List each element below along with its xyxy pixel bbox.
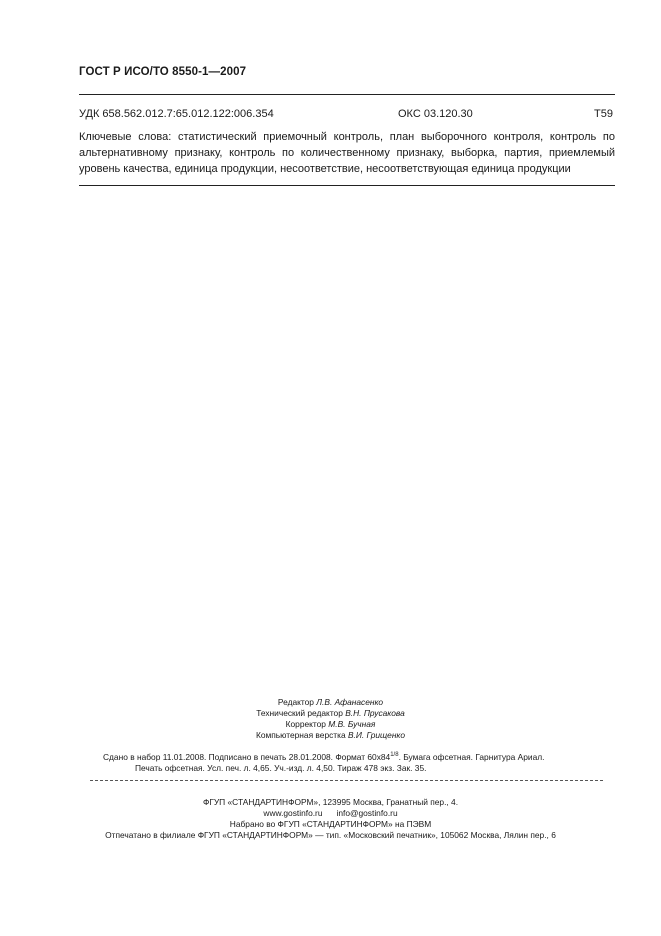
- corrector-name: М.В. Бучная: [328, 719, 376, 729]
- layout-name: В.И. Грищенко: [347, 730, 406, 740]
- imprint-dashed-rule: [90, 780, 603, 781]
- printed-line: Отпечатано в филиале ФГУП «СТАНДАРТИНФОРМ» — тип. «Московский печатник», 105062 Москва, Лялин пер., 6: [105, 830, 556, 840]
- credit-tech-editor: [0, 708, 661, 718]
- corrector-label: Корректор: [285, 719, 326, 729]
- udc-code: УДК 658.562.012.7:65.012.122:006.354: [79, 108, 274, 120]
- top-rule: [79, 94, 615, 95]
- keywords-paragraph: Ключевые слова: статистический приемочный контроль, план выборочного контроля, контроль по альтернативному признаку, контроль по количественному признаку, выборка, партия, приемлемый уровень качества, единица продукции, несоответствие, несоответствующая единица продукции: [79, 131, 615, 175]
- editor-label: Редактор: [277, 697, 314, 707]
- tech-editor-name: В.Н. Прусакова: [345, 708, 405, 718]
- format-fraction: 1/8: [390, 752, 399, 759]
- imprint-line-1: [103, 752, 544, 762]
- contacts-line: [0, 808, 661, 818]
- editor-name: Л.В. Афанасенко: [316, 697, 384, 707]
- imprint-line-2: Печать офсетная. Усл. печ. л. 4,65. Уч.-изд. л. 4,50. Тираж 478 экз. Зак. 35.: [135, 763, 427, 773]
- group-code: Т59: [594, 108, 613, 120]
- tech-editor-label: Технический редактор: [256, 708, 343, 718]
- layout-label: Компьютерная верстка: [255, 730, 346, 740]
- typeset-line: Набрано во ФГУП «СТАНДАРТИНФОРМ» на ПЭВМ: [229, 819, 432, 829]
- credit-editor: [0, 697, 661, 707]
- credit-corrector: [0, 719, 661, 729]
- document-code: ГОСТ Р ИСО/ТО 8550-1—2007: [79, 66, 247, 78]
- publisher-line: ФГУП «СТАНДАРТИНФОРМ», 123995 Москва, Гранатный пер., 4.: [202, 797, 459, 807]
- oks-code: ОКС 03.120.30: [398, 108, 473, 120]
- email-text: info@gostinfo.ru: [336, 808, 398, 818]
- credit-layout: [0, 730, 661, 740]
- website-text: www.gostinfo.ru: [263, 808, 323, 818]
- imprint-line-1b: . Бумага офсетная. Гарнитура Ариал.: [398, 752, 545, 762]
- keywords-bottom-rule: [79, 185, 615, 186]
- imprint-line-1a: Сдано в набор 11.01.2008. Подписано в печать 28.01.2008. Формат 60x84: [103, 752, 391, 762]
